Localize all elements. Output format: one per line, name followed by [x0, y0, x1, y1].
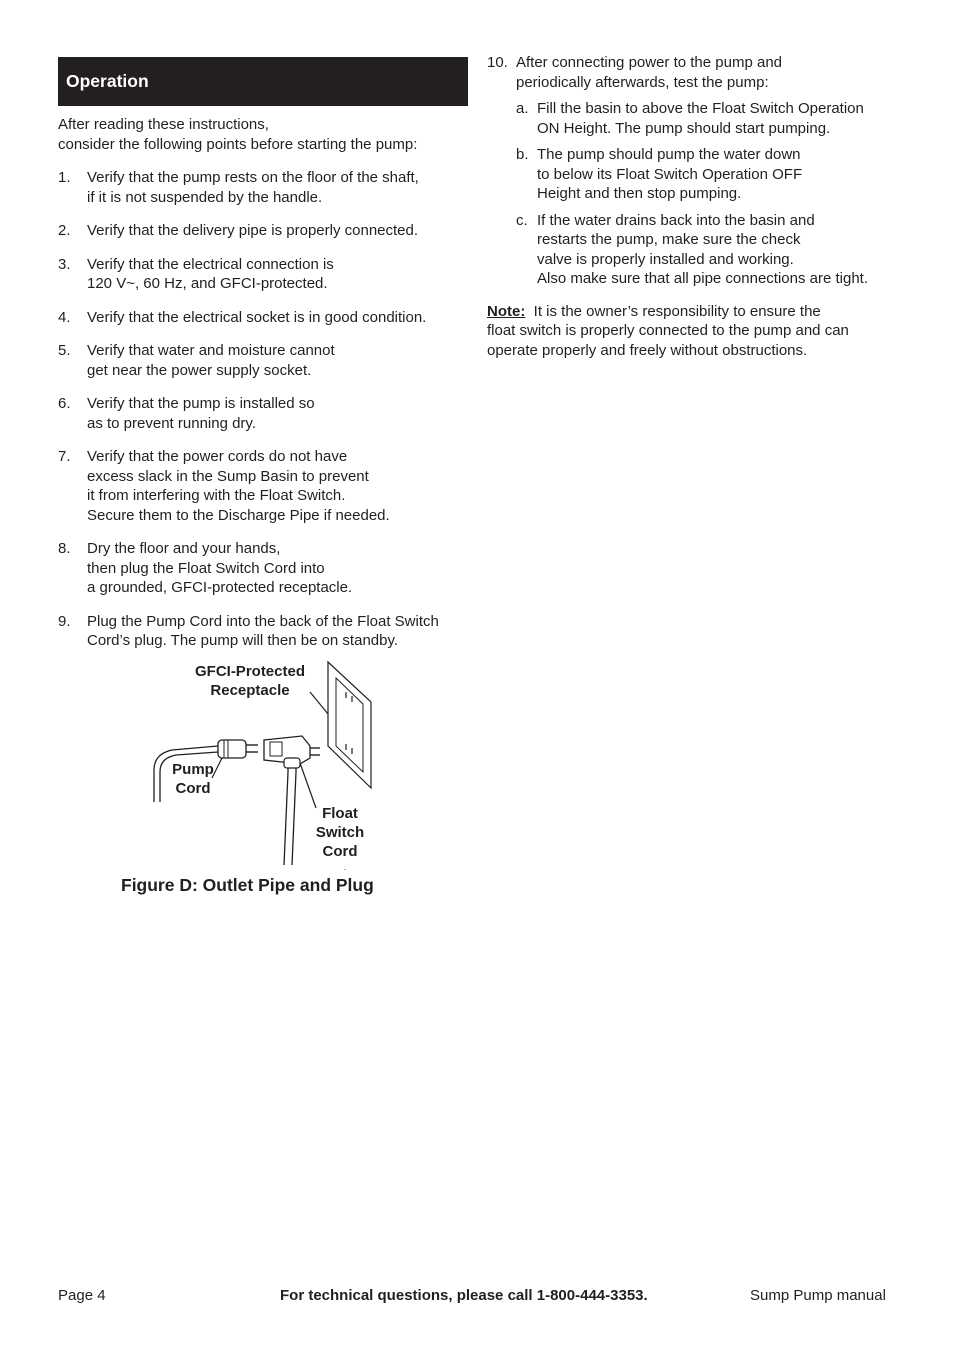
step-line: Cord’s plug. The pump will then be on standby.: [87, 632, 399, 649]
intro-text: [58, 115, 468, 154]
step-line: it from interfering with the Float Switch.: [87, 487, 346, 504]
sub-step-letter: b.: [516, 146, 529, 163]
label-line: Cord: [322, 843, 358, 860]
step-line: Plug the Pump Cord into the back of the Float Switch: [87, 612, 439, 630]
footer-manual-title: Sump Pump manual: [750, 1287, 886, 1304]
step-line: then plug the Float Switch Cord into: [87, 559, 325, 577]
label-line: Cord: [175, 780, 211, 797]
sub-step-letter: a.: [516, 100, 529, 117]
step-number: 10.: [487, 54, 508, 71]
step-item: [58, 447, 468, 525]
step-number: 3.: [58, 255, 71, 273]
section-header: Operation: [58, 57, 468, 106]
step-item: [58, 394, 468, 433]
step-number: 4.: [58, 308, 71, 326]
step-item: [58, 221, 468, 241]
step-line: get near the power supply socket.: [87, 361, 312, 379]
sub-step-item: [487, 145, 897, 204]
step-item: [58, 255, 468, 294]
label-float-cord: [308, 804, 372, 861]
step-number: 5.: [58, 342, 71, 359]
note-line: float switch is properly connected to the pump and can: [487, 322, 849, 339]
step-line: if it is not suspended by the handle.: [87, 188, 323, 206]
label-line: Pump: [172, 761, 214, 778]
step-line: Verify that the pump rests on the floor of the shaft,: [87, 169, 419, 186]
step-line: Verify that the electrical connection is: [87, 255, 334, 273]
sub-step-line: valve is properly installed and working.: [537, 250, 794, 268]
sub-step-line: ON Height. The pump should start pumping.: [537, 119, 831, 137]
note-line: operate properly and freely without obstructions.: [487, 341, 808, 359]
sub-step-line: to below its Float Switch Operation OFF: [537, 165, 803, 183]
sub-step-item: [487, 99, 897, 138]
sub-step-item: [487, 211, 897, 289]
step-number: 9.: [58, 612, 71, 630]
footer-support: For technical questions, please call 1-800-444-3353.: [280, 1287, 648, 1304]
sub-step-line: Also make sure that all pipe connections are tight.: [537, 270, 869, 287]
note-first-line: [487, 302, 897, 322]
intro-line: After reading these instructions,: [58, 116, 269, 133]
step-line: Verify that the electrical socket is in good condition.: [87, 308, 427, 326]
footer-page-number: Page 4: [58, 1287, 106, 1304]
label-line: Float: [322, 805, 358, 822]
pump-plug-shape: [218, 740, 246, 758]
figure-caption: Figure D: Outlet Pipe and Plug: [121, 875, 374, 895]
sub-step-line: restarts the pump, make sure the check: [537, 231, 801, 248]
sub-step-line: Fill the basin to above the Float Switch Operation: [537, 100, 864, 117]
label-line: Receptacle: [210, 682, 290, 699]
step-number: 8.: [58, 540, 71, 557]
label-line: GFCI-Protected: [194, 663, 305, 680]
note-line: It is the owner’s responsibility to ensure the: [525, 302, 821, 320]
note-label: Note:: [487, 302, 526, 320]
step-line: Verify that water and moisture cannot: [87, 342, 335, 359]
step-line: Secure them to the Discharge Pipe if needed.: [87, 506, 390, 524]
step-item: [58, 341, 468, 380]
step-line: excess slack in the Sump Basin to prevent: [87, 467, 369, 485]
step-line: Dry the floor and your hands,: [87, 540, 281, 557]
label-receptacle: [190, 662, 310, 700]
note-block: [487, 302, 897, 361]
step-item: [487, 53, 897, 92]
sub-step-line: The pump should pump the water down: [537, 146, 801, 163]
step-item: [58, 308, 468, 328]
intro-line: consider the following points before starting the pump:: [58, 135, 418, 153]
figure-d-illustration: [150, 660, 390, 870]
float-cord-shape: [292, 760, 296, 865]
step-line: Verify that the delivery pipe is properly connected.: [87, 222, 419, 239]
step-item: [58, 539, 468, 598]
sub-step-line: Height and then stop pumping.: [537, 185, 742, 202]
left-column: [58, 57, 468, 651]
label-line: Switch: [315, 824, 365, 841]
step-line: 120 V~, 60 Hz, and GFCI-protected.: [87, 275, 328, 292]
float-cord-leader-line: [300, 763, 316, 808]
step-number: 2.: [58, 222, 71, 239]
step-line: Verify that the pump is installed so: [87, 395, 315, 412]
step-line: periodically afterwards, test the pump:: [516, 73, 769, 91]
step-number: 6.: [58, 395, 71, 412]
cord-strain-relief-shape: [284, 758, 300, 768]
step-line: After connecting power to the pump and: [516, 54, 783, 71]
receptacle-leader-line: [310, 692, 328, 714]
label-pump-cord: [160, 760, 226, 798]
step-item: [58, 168, 468, 207]
sub-step-line: If the water drains back into the basin and: [537, 211, 815, 229]
right-column: [487, 53, 897, 360]
sub-step-letter: c.: [516, 211, 528, 229]
float-cord-shape: [284, 760, 288, 865]
step-line: as to prevent running dry.: [87, 414, 256, 432]
step-item: [58, 612, 468, 651]
step-line: Verify that the power cords do not have: [87, 448, 348, 465]
step-number: 1.: [58, 169, 71, 186]
step-number: 7.: [58, 448, 71, 465]
step-line: a grounded, GFCI-protected receptacle.: [87, 579, 353, 596]
